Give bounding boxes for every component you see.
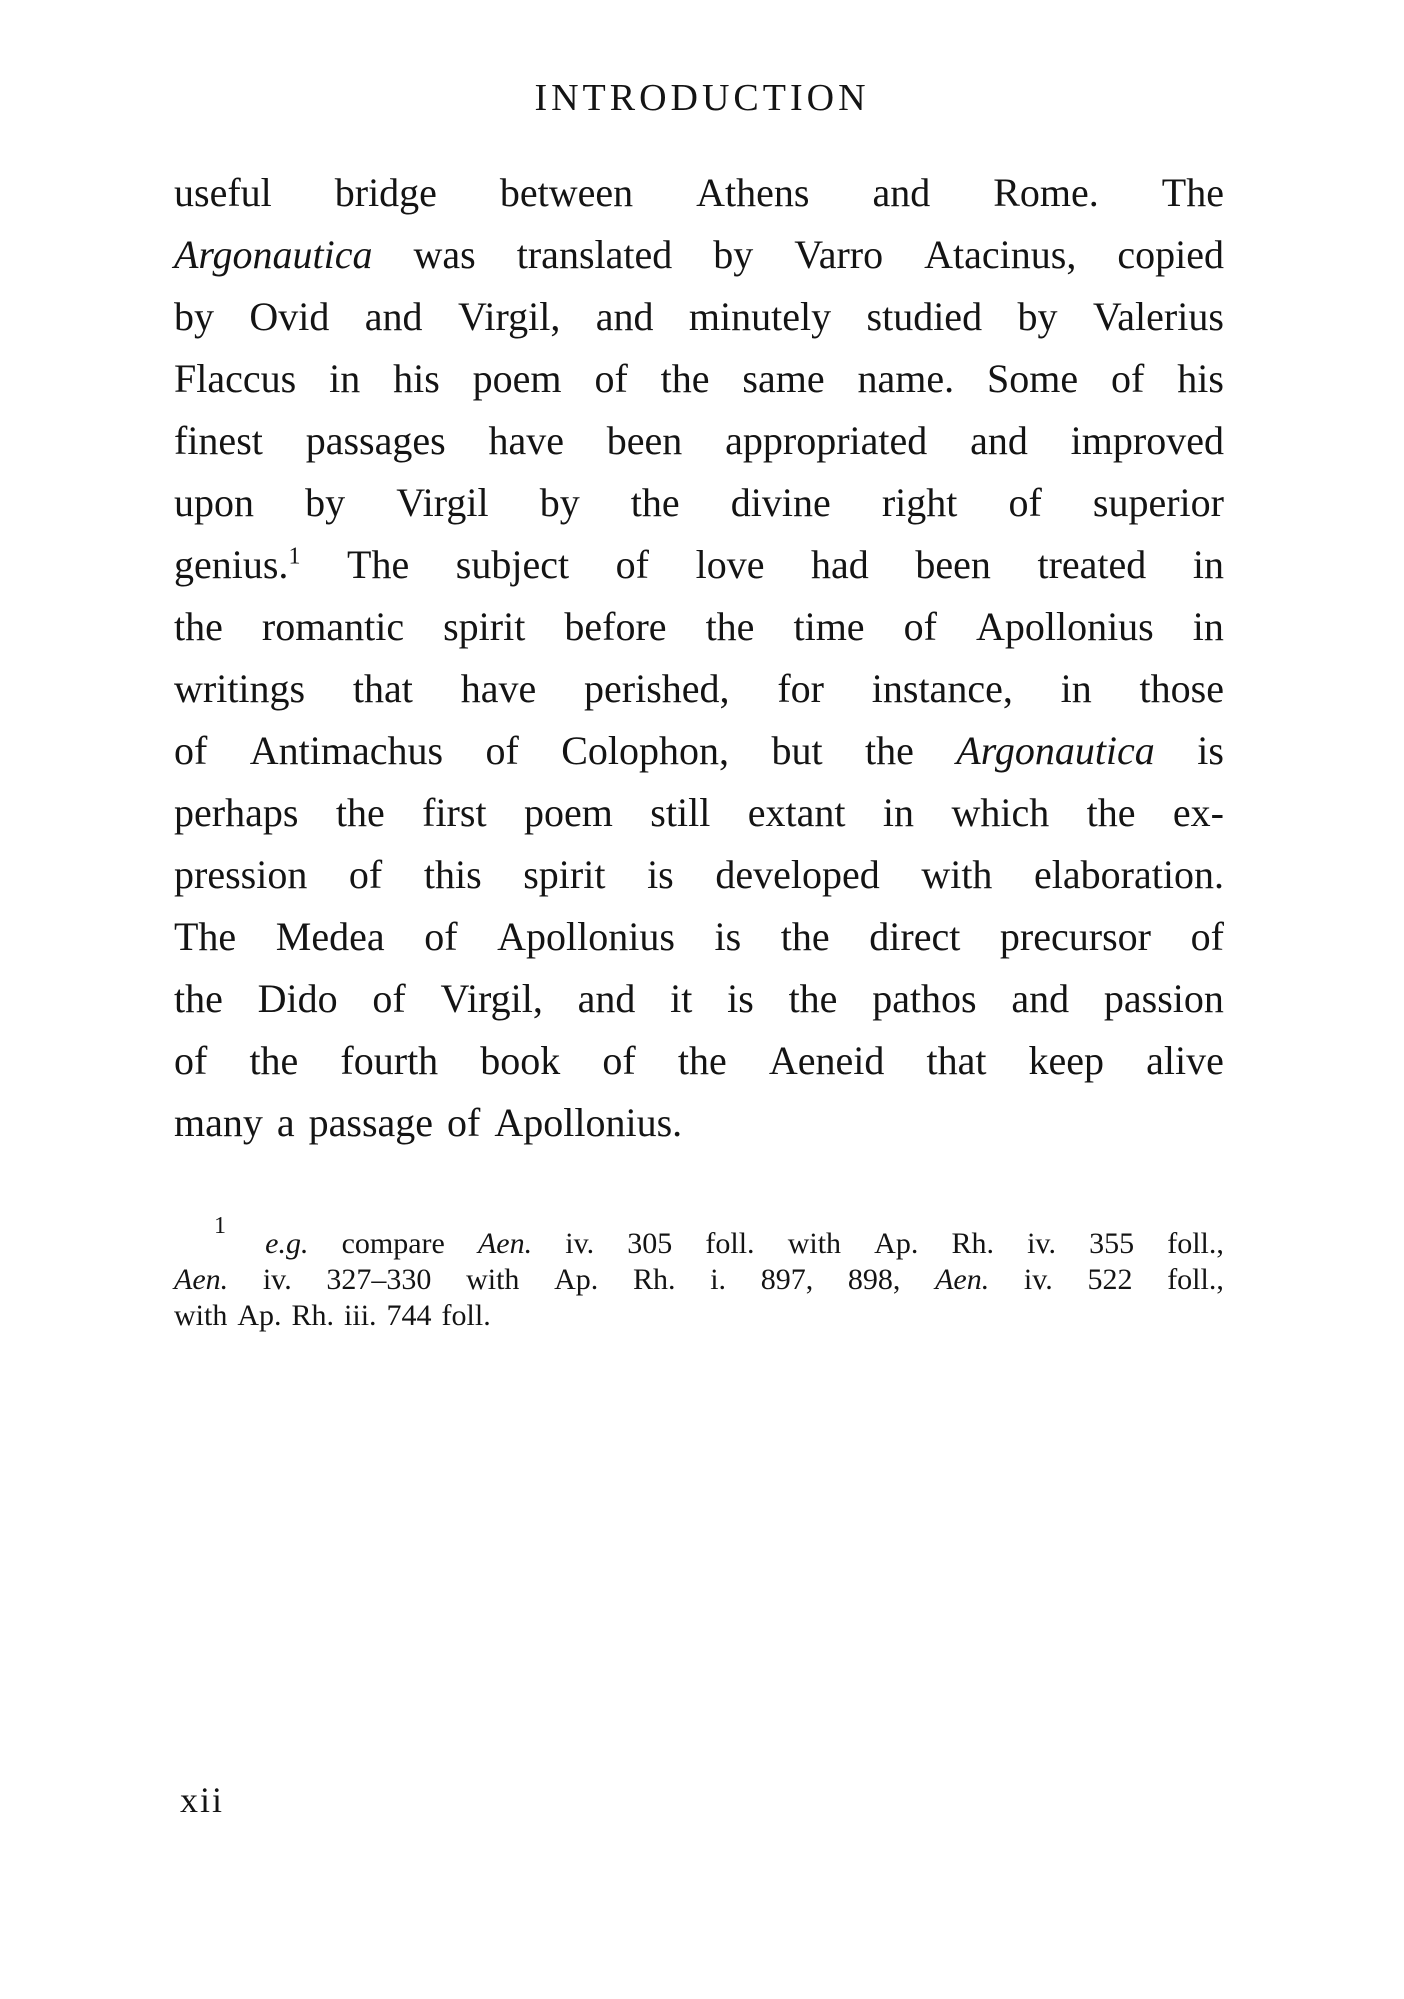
word: perhaps (174, 790, 299, 835)
word: time (793, 604, 865, 649)
word: Argonautica (956, 728, 1155, 773)
text-line (174, 782, 1224, 844)
word: precursor (999, 914, 1151, 959)
word: in (1060, 666, 1092, 711)
text-line (174, 596, 1224, 658)
word: of (1190, 914, 1224, 959)
word: instance, (871, 666, 1013, 711)
word: the (174, 976, 223, 1021)
word: poem (523, 790, 613, 835)
word: Dido (257, 976, 338, 1021)
word: many (174, 1100, 263, 1145)
word: of (602, 1038, 636, 1083)
word: Medea (275, 914, 385, 959)
word: by (174, 294, 214, 339)
text-line (174, 906, 1224, 968)
word: the (174, 604, 223, 649)
word: appropriated (725, 418, 928, 463)
word: Ovid (249, 294, 330, 339)
word: by (1017, 294, 1058, 339)
text-line (174, 224, 1224, 286)
footnote-word: foll., (1167, 1227, 1224, 1260)
word: but (771, 728, 823, 773)
word: the (865, 728, 914, 773)
word: writings (174, 666, 306, 711)
word: translated (516, 232, 673, 277)
word: this (423, 852, 482, 897)
word: is (714, 914, 742, 959)
footnote-word: Ap. (237, 1299, 282, 1332)
footnote-word: Rh. (951, 1227, 994, 1260)
word: of (1008, 480, 1042, 525)
word: the (660, 356, 710, 401)
word: Apollonius. (494, 1100, 683, 1145)
footnote-word: Rh. (291, 1299, 335, 1332)
text-line (174, 968, 1224, 1030)
word: had (811, 542, 869, 587)
footnote-word: foll., (1167, 1263, 1224, 1296)
word: treated (1037, 542, 1147, 587)
word: Valerius (1092, 294, 1224, 339)
word: genius.$^1$ (174, 542, 301, 587)
word: upon (174, 480, 254, 525)
footnote-word: Aen. (174, 1263, 229, 1296)
word: the (677, 1038, 727, 1083)
word: book (480, 1038, 561, 1083)
word: the (1086, 790, 1136, 835)
word: Argonautica (174, 232, 373, 277)
word: spirit (443, 604, 526, 649)
word: Aeneid (768, 1038, 885, 1083)
word: the (630, 480, 680, 525)
word: by (713, 232, 754, 277)
word: Virgil, (440, 976, 543, 1021)
word: fourth (340, 1038, 439, 1083)
footnote-word: Ap. (554, 1263, 599, 1296)
word: for (777, 666, 824, 711)
word: was (413, 232, 476, 277)
word: copied (1117, 232, 1224, 277)
footnote-word: 744 (386, 1299, 432, 1332)
word: poem (472, 356, 562, 401)
footnote (174, 1213, 1224, 1334)
word: been (915, 542, 991, 587)
word: been (606, 418, 683, 463)
word: and (1011, 976, 1070, 1021)
text-line (174, 1030, 1224, 1092)
footnote-word: foll. (705, 1227, 755, 1260)
word: the (335, 790, 385, 835)
text-line (174, 1092, 1224, 1154)
word: of (903, 604, 937, 649)
text-line (174, 658, 1224, 720)
running-head: INTRODUCTION (534, 77, 870, 119)
text-line (174, 286, 1224, 348)
word: by (539, 480, 580, 525)
word: of (372, 976, 406, 1021)
footnote-word: iii. (344, 1299, 377, 1332)
word: The (347, 542, 410, 587)
word: and (577, 976, 636, 1021)
footnote-word: 897, (760, 1263, 814, 1296)
word: Varro (794, 232, 884, 277)
word: alive (1146, 1038, 1224, 1083)
word: The (174, 914, 237, 959)
word: direct (869, 914, 961, 959)
text-line (174, 472, 1224, 534)
text-line (174, 162, 1224, 224)
word: the (705, 604, 755, 649)
word: of (174, 728, 208, 773)
word: that (926, 1038, 987, 1083)
word: pathos (872, 976, 977, 1021)
word: and (872, 170, 931, 215)
word: have (460, 666, 537, 711)
word: Antimachus (249, 728, 444, 773)
footnote-line (174, 1213, 1224, 1262)
text-line (174, 348, 1224, 410)
word: The (1161, 170, 1224, 215)
page-number: xii (180, 1780, 225, 1820)
footnote-word: e.g. (265, 1227, 309, 1260)
word: of (615, 542, 649, 587)
word: still (650, 790, 711, 835)
footnote-word: iv. (565, 1227, 595, 1260)
word: which (951, 790, 1050, 835)
word: before (564, 604, 667, 649)
word: name. (857, 356, 955, 401)
word: in (1192, 542, 1224, 587)
word: in (882, 790, 915, 835)
word: extant (747, 790, 846, 835)
word: it (670, 976, 693, 1021)
word: useful (174, 170, 272, 215)
footnote-word: 522 (1087, 1263, 1133, 1296)
word: Atacinus, (924, 232, 1077, 277)
word: is (647, 852, 674, 897)
footnote-word: with (466, 1263, 520, 1296)
footnote-word: Ap. (874, 1227, 919, 1260)
word: that (352, 666, 413, 711)
word: in (1192, 604, 1224, 649)
footnote-marker: 1 (214, 1213, 226, 1239)
footnote-word: iv. (262, 1263, 292, 1296)
text-line (174, 534, 1224, 596)
word: Apollonius (975, 604, 1154, 649)
word: Flaccus (174, 356, 297, 401)
word: superior (1092, 480, 1224, 525)
word: ex- (1172, 790, 1224, 835)
word: improved (1070, 418, 1224, 463)
word: Virgil, (457, 294, 561, 339)
word: of (447, 1100, 481, 1145)
word: in (329, 356, 361, 401)
footnote-line (174, 1262, 1224, 1298)
word: same (742, 356, 825, 401)
footnote-word: with (787, 1227, 842, 1260)
word: subject (455, 542, 570, 587)
word: by (305, 480, 346, 525)
word: have (488, 418, 564, 463)
word: Virgil (396, 480, 489, 525)
word: Colophon, (561, 728, 730, 773)
word: developed (715, 852, 880, 897)
word: and (595, 294, 654, 339)
word: elaboration. (1034, 852, 1224, 897)
word: those (1139, 666, 1224, 711)
word: spirit (523, 852, 606, 897)
word: of (348, 852, 383, 897)
text-line (174, 720, 1224, 782)
footnote-word: i. (710, 1263, 727, 1296)
word: Athens (696, 170, 810, 215)
word: finest (174, 418, 263, 463)
word: pression (174, 852, 308, 897)
footnote-word: Aen. (477, 1227, 533, 1260)
footnote-word: with (174, 1299, 228, 1332)
word: a (276, 1100, 295, 1145)
word: right (881, 480, 958, 525)
word: is (727, 976, 754, 1021)
word: with (921, 852, 993, 897)
word: his (393, 356, 440, 401)
word: Some (987, 356, 1079, 401)
word: and (970, 418, 1028, 463)
word: the (249, 1038, 299, 1083)
footnote-line (174, 1298, 1224, 1334)
footnote-word: Rh. (632, 1263, 676, 1296)
word: bridge (334, 170, 437, 215)
word: of (594, 356, 628, 401)
word: between (499, 170, 634, 215)
word: and (364, 294, 423, 339)
footnote-word: iv. (1027, 1227, 1056, 1260)
word: first (422, 790, 487, 835)
footnote-word: foll. (441, 1299, 491, 1332)
footnote-word: 898, (847, 1263, 901, 1296)
word: minutely (688, 294, 832, 339)
footnote-reference[interactable]: 1 (288, 543, 301, 570)
text-line (174, 844, 1224, 906)
footnote-word: 305 (627, 1227, 673, 1260)
word: passages (305, 418, 446, 463)
word: love (695, 542, 765, 587)
footnote-word: 355 (1089, 1227, 1135, 1260)
word: studied (866, 294, 983, 339)
word: the (780, 914, 830, 959)
word: is (1197, 728, 1224, 773)
word: romantic (261, 604, 405, 649)
word: perished, (584, 666, 730, 711)
word: passage (308, 1100, 434, 1145)
footnote-word: 327–330 (326, 1263, 432, 1296)
word: of (174, 1038, 208, 1083)
word: divine (730, 480, 831, 525)
word: passion (1103, 976, 1224, 1021)
word: of (424, 914, 458, 959)
footnote-word: Aen. (935, 1263, 990, 1296)
footnote-word: iv. (1023, 1263, 1053, 1296)
word: keep (1028, 1038, 1105, 1083)
footnote-word: compare (341, 1227, 445, 1260)
word: Rome. (993, 170, 1099, 215)
word: Apollonius (497, 914, 675, 959)
word: the (788, 976, 838, 1021)
word: of (485, 728, 519, 773)
body-text (174, 162, 1224, 1154)
word: his (1177, 356, 1224, 401)
text-line (174, 410, 1224, 472)
word: of (1111, 356, 1145, 401)
